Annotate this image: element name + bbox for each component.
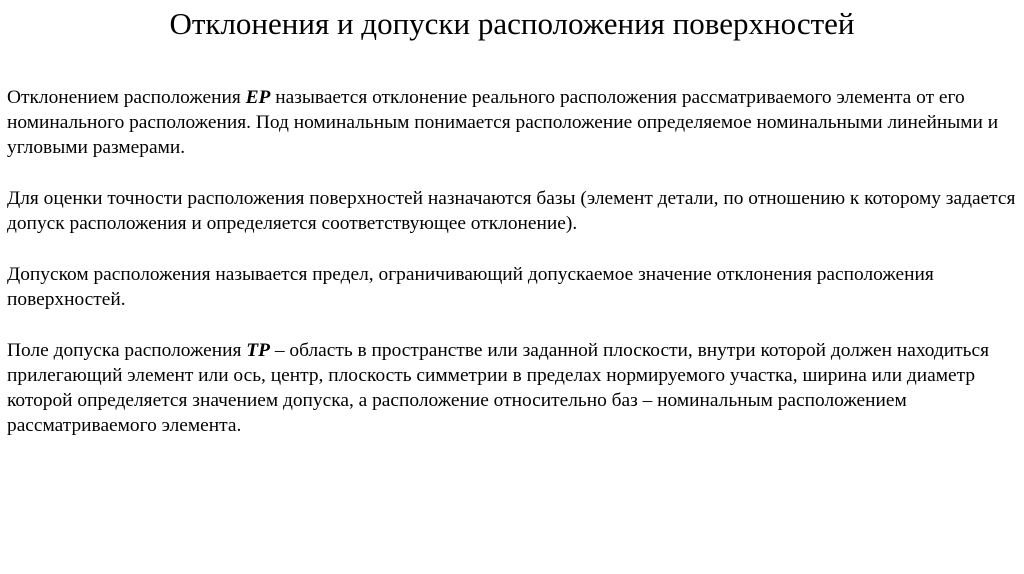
paragraph-text: называется отклонение реального расположения рассматриваемого элемента от его номинального расположения. Под номинальным понимается расположение определяемое номинальными линейными и угловыми размерами. bbox=[7, 87, 999, 158]
slide-body bbox=[7, 85, 1019, 464]
term-ep: ЕР bbox=[245, 87, 271, 108]
paragraph-bases: Для оценки точности расположения поверхностей назначаются базы (элемент детали, по отношению к которому задается допуск расположения и определяется соответствующее отклонение). bbox=[7, 188, 1016, 234]
paragraph-text: Поле допуска расположения bbox=[7, 340, 247, 361]
paragraph-tolerance-definition: Допуском расположения называется предел, ограничивающий допускаемое значение отклонения расположения поверхностей. bbox=[7, 264, 934, 310]
paragraph-ep-definition bbox=[7, 85, 1019, 160]
paragraph-text: Отклонением расположения bbox=[7, 87, 246, 108]
paragraph-text: – область в пространстве или заданной плоскости, внутри которой должен находиться прилегающий элемент или ось, центр, плоскость симметрии в пределах нормируемого участка, ширина или диаметр которой определяется значением допуска, а расположение относительно баз – номинальным расположением рассматриваемого элемента. bbox=[7, 340, 990, 436]
slide-title: Отклонения и допуски расположения поверхностей bbox=[169, 6, 855, 41]
paragraph-tp-definition bbox=[7, 338, 1019, 438]
term-tp: ТР bbox=[246, 340, 270, 361]
